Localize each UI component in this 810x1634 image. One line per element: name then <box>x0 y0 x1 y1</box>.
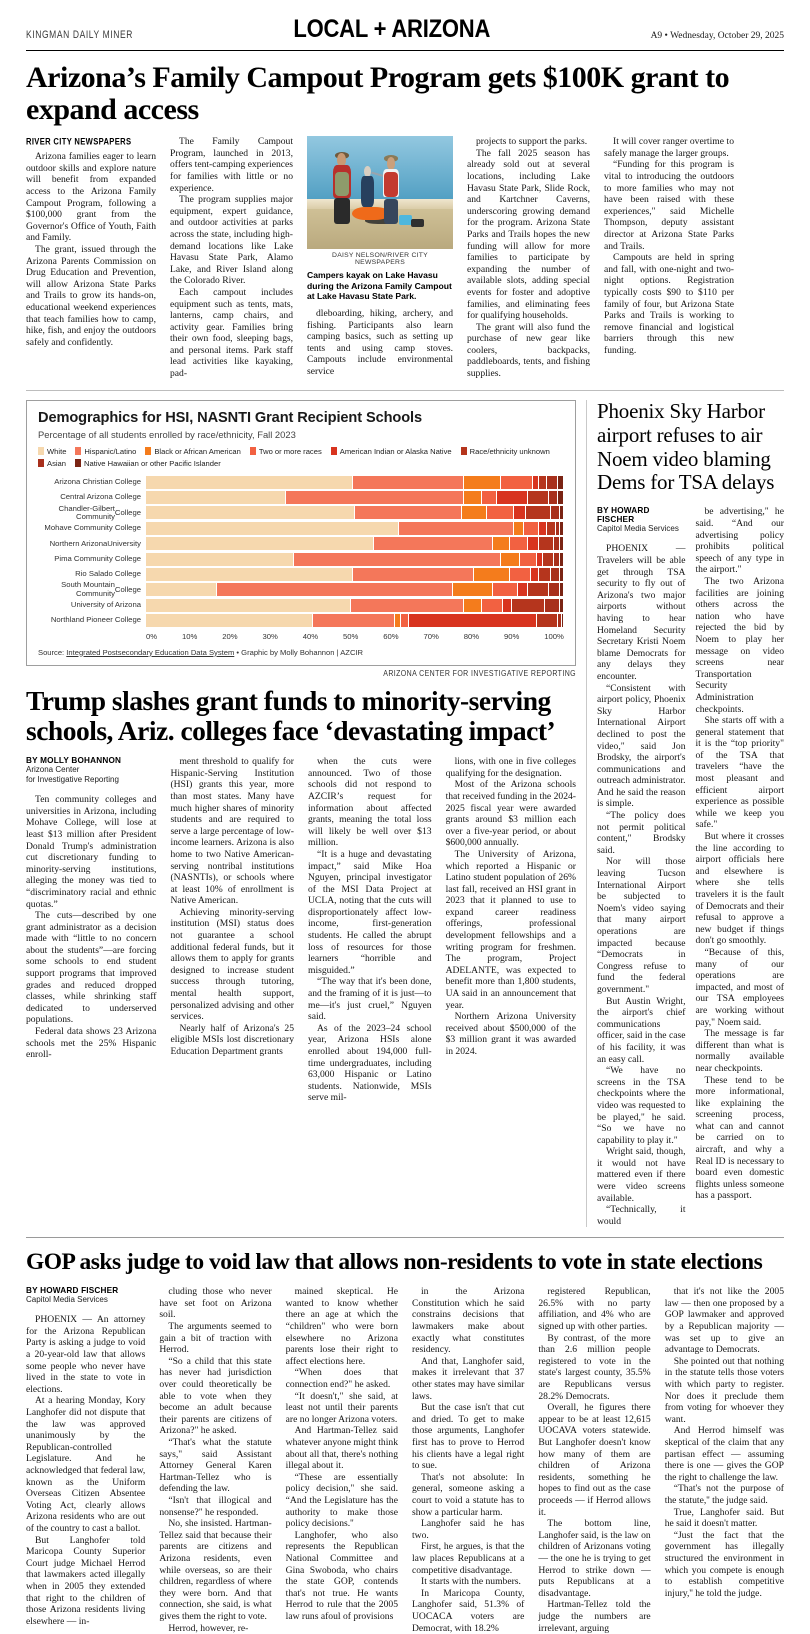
grants-col-3 <box>301 756 439 1104</box>
byline: BY HOWARD FISCHER <box>26 1286 145 1295</box>
grants-headline: Trump slashes grant funds to minority-serving schools, Ariz. colleges face ‘devastating impact’ <box>26 686 576 748</box>
chart-bar-segment <box>464 476 502 489</box>
chart-bar-segment <box>501 476 532 489</box>
chart-bar-row <box>146 599 564 612</box>
paragraph: But Langhofer told Maricopa County Superior Court judge Michael Herrod that lawmakers acted illegally when in 2005 they extended that right to the children of those Arizona residents living elsewhere — in- <box>26 1535 145 1628</box>
campout-kicker: RIVER CITY NEWSPAPERS <box>26 136 156 147</box>
section-divider <box>26 1237 784 1238</box>
legend-swatch <box>331 447 337 455</box>
legend-label: Black or African American <box>154 447 241 456</box>
chart-bar-segment <box>146 614 313 627</box>
chart-bar-segment <box>353 568 474 581</box>
paragraph: The message is far different than what is normally available near checkpoints. <box>696 1028 785 1074</box>
paragraph: “Technically, it would <box>597 1204 686 1227</box>
skyharbor-col-1 <box>597 506 691 1227</box>
chart-title: Demographics for HSI, NASNTI Grant Recipient Schools <box>38 410 564 426</box>
chart-bar-segment <box>503 599 511 612</box>
chart-bar-segment <box>487 506 514 519</box>
paragraph: Each campout includes equipment such as tents, mats, lanterns, camp chairs, and activity gear. Families bring their own food, sleeping bags, and personal items. Park staff lead activities like kayaking, pad- <box>170 287 293 380</box>
chart-category-labels <box>38 476 146 630</box>
chart-bar-segment <box>551 568 559 581</box>
legend-item <box>145 447 241 456</box>
grants-columns <box>26 756 576 1104</box>
paragraph: The grant will also fund the purchase of new gear like coolers, backpacks, paddleboards, tents, and fishing supplies. <box>467 322 590 380</box>
paragraph: Langhofer said he has two. <box>412 1518 524 1541</box>
paragraph: Wright said, though, it would not have mattered even if there were video screens available. <box>597 1146 686 1204</box>
chart-bar-segment <box>493 537 510 550</box>
chart-bar-row <box>146 553 564 566</box>
campout-headline: Arizona’s Family Campout Program gets $100K grant to expand access <box>26 62 784 126</box>
chart-bar-segment <box>146 537 374 550</box>
paragraph: “The way that it's been done, and the framing of it is just—to me—it's just cruel,” Nguyen said. <box>308 976 432 1022</box>
chart-bar-segment <box>524 522 539 535</box>
paragraph: “When does that connection end?" he asked. <box>286 1367 398 1390</box>
chart-bar-row <box>146 537 564 550</box>
paragraph: dleboarding, hiking, archery, and fishing. Participants also learn camping basics, such as setting up tents and using camp stoves. Campouts include environmental service <box>307 308 453 378</box>
legend-swatch <box>75 459 81 467</box>
chart-bar-row <box>146 506 564 519</box>
paragraph: She starts off with a general statement that it is the “top priority" of the TSA that travelers “have the most pleasant and efficient airport experience as possible while we keep you safe." <box>696 715 785 831</box>
chart-bar-segment <box>474 568 510 581</box>
chart-bar-segment <box>482 491 497 504</box>
paragraph: Northern Arizona University received about $500,000 of the $3 million grant it was awarded in 2024. <box>446 1011 576 1057</box>
chart-bar-segment <box>560 537 564 550</box>
paragraph: By contrast, of the more than 2.6 million people registered to vote in the state's largest county, 35.5% are Republicans versus 28.2% Democrats. <box>538 1333 650 1403</box>
campout-col-4 <box>460 136 597 379</box>
legend-label: Hispanic/Latino <box>84 447 136 456</box>
chart-bar-segment <box>543 553 553 566</box>
legend-swatch <box>461 447 467 455</box>
chart-bar-segment <box>547 522 555 535</box>
legend-label: Asian <box>47 459 66 468</box>
chart-bar-segment <box>146 599 351 612</box>
chart-bar-segment <box>493 583 518 596</box>
chart-x-tick: 60% <box>383 632 398 641</box>
gop-col-1 <box>26 1286 152 1634</box>
paragraph: mained skeptical. He wanted to know whether there an age at which the “children" who were born elsewhere no Arizona parents lose their right to affect elections here. <box>286 1286 398 1367</box>
paragraph: “It is a huge and devastating impact,” said Mike Hoa Nguyen, principal investigator of the MSI Data Project at UCLA, noting that the cuts will disproportionately affect low-income, first-generation students. He called the abrupt loss of resources for those learners “horrible and misguided.” <box>308 849 432 977</box>
chart-bar-segment <box>355 506 462 519</box>
chart-bar-segment <box>401 614 409 627</box>
paragraph: It will cover ranger overtime to safely manage the larger groups. <box>604 136 734 159</box>
legend-swatch <box>38 447 44 455</box>
chart-x-tick: 40% <box>303 632 318 641</box>
gop-col-5 <box>531 1286 657 1634</box>
paragraph: The bottom line, Langhofer said, is the law on children of Arizonans voting — the one he is trying to get Herrod to strike down — puts Republicans at a disadvantage. <box>538 1518 650 1599</box>
paragraph: that it's not like the 2005 law — then one proposed by a GOP lawmaker and approved by a Republican majority — was set up to give an advantage to Democrats. <box>665 1286 784 1356</box>
chart-bar-segment <box>286 491 464 504</box>
gop-col-2 <box>152 1286 278 1634</box>
legend-swatch <box>75 447 81 455</box>
grants-col-4 <box>439 756 576 1104</box>
paragraph: “That's not the purpose of the statute,'' the judge said. <box>665 1483 784 1506</box>
chart-category-label: Northland Pioneer College <box>38 614 146 627</box>
chart-subtitle: Percentage of all students enrolled by race/ethnicity, Fall 2023 <box>38 429 564 440</box>
chart-bar-segment <box>560 583 564 596</box>
paragraph: PHOENIX — An attorney for the Arizona Republican Party is asking a judge to void a 20-year-old law that allows some people who never have lived in the state to vote in elections. <box>26 1314 145 1395</box>
chart-x-axis <box>38 632 564 641</box>
chart-bar-segment <box>399 522 514 535</box>
grants-col-2 <box>163 756 301 1104</box>
chart-bar-segment <box>518 583 528 596</box>
chart-bar-segment <box>551 506 559 519</box>
chart-category-label: Central Arizona College <box>38 491 146 504</box>
chart-bar-segment <box>510 568 531 581</box>
paragraph: “We have no screens in the TSA checkpoints where the video was requested to be played," he said. “So we have no capability to play it." <box>597 1065 686 1146</box>
paragraph: First, he argues, is that the law places Republicans at a competitive disadvantage. <box>412 1541 524 1576</box>
paragraph: The Family Campout Program, launched in 2013, offers tent-camping experiences for families with little or no experience. <box>170 136 293 194</box>
byline-org: Capitol Media Services <box>597 524 686 534</box>
chart-bar-segment <box>146 476 353 489</box>
gop-col-4 <box>405 1286 531 1634</box>
chart-bar-row <box>146 614 564 627</box>
byline-org: Capitol Media Services <box>26 1295 145 1305</box>
paragraph: be advertising," he said. “And our advertising policy prohibits political speech of any type in the airport." <box>696 506 785 576</box>
paragraph: The grant, issued through the Arizona Parents Commission on Drug Education and Prevention, will allow Arizona State Parks and Trails to grow its hands-on, educational weekend experiences that teach families how to camp, hike, fish, and enjoy the outdoors safely and confidently. <box>26 244 156 348</box>
chart-bar-segment <box>549 583 559 596</box>
paragraph: But where it crosses the line according to airport officials here and elsewhere is where she tells travelers it is the fault of Democrats and their refusal to approve a new budget if things don't go smoothly. <box>696 831 785 947</box>
chart-bar-segment <box>510 537 529 550</box>
chart-x-tick: 30% <box>262 632 277 641</box>
chart-source-link[interactable]: Integrated Postsecondary Education Data System <box>66 648 234 657</box>
chart-bar-segment <box>501 553 520 566</box>
paragraph: projects to support the parks. <box>467 136 590 148</box>
chart-bar-row <box>146 476 564 489</box>
chart-x-tick: 10% <box>182 632 197 641</box>
legend-item <box>331 447 452 456</box>
skyharbor-columns <box>597 506 784 1227</box>
chart-category-label: South Mountain Community College <box>38 583 146 596</box>
photo-gear-bag <box>411 219 424 227</box>
gop-columns <box>26 1286 784 1634</box>
chart-plot <box>38 476 564 630</box>
paragraph: “So a child that this state has never had jurisdiction over could theoretically be able to vote when they become an adult because their parents are citizens of Arizona?" he asked. <box>159 1356 271 1437</box>
legend-label: American Indian or Alaska Native <box>340 447 452 456</box>
section-divider <box>26 390 784 391</box>
chart-category-label: Northern Arizona University <box>38 537 146 550</box>
legend-item <box>38 459 66 468</box>
masthead-rule <box>26 50 784 51</box>
photo-caption: Campers kayak on Lake Havasu during the Arizona Family Campout at Lake Havasu State Park. <box>307 270 453 302</box>
chart-bar-segment <box>313 614 395 627</box>
paragraph: ment threshold to qualify for Hispanic-Serving Institution (HSI) grants this year, more than most states. Many have much higher shares of minority students and are required to serve a large percentage of low-income learners. Arizona is also home to two Native American-serving nontribal institutions (NASNTIs), or schools where at least 10% of enrollment is Native American. <box>170 756 294 907</box>
paragraph: No, she insisted. Hartman-Tellez said that because their parents are citizens and Arizona residents, even while overseas, so are their children, regardless of where they were born. And that connection, she said, is what gives them the right to vote. <box>159 1518 271 1622</box>
chart-bar-segment <box>512 599 545 612</box>
paragraph: Federal data shows 23 Arizona schools met the 25% Hispanic enroll- <box>26 1026 156 1061</box>
chart-bar-segment <box>539 476 547 489</box>
chart-bar-segment <box>539 537 554 550</box>
chart-x-tick: 70% <box>423 632 438 641</box>
chart-bar-segment <box>549 491 557 504</box>
paragraph: Langhofer, who also represents the Republican National Committee and Gina Swoboda, who chairs the state GOP, contends that's not true. He wants Herrod to rule that the 2005 law runs afoul of provisions <box>286 1530 398 1623</box>
campout-col-1 <box>26 136 163 379</box>
chart-source: Source: Integrated Postsecondary Education Data System • Graphic by Molly Bohannon | AZCIR <box>38 648 564 657</box>
chart-bar-segment <box>351 599 464 612</box>
paragraph: “Isn't that illogical and nonsense?" he responded. <box>159 1495 271 1518</box>
chart-bar-segment <box>482 599 503 612</box>
chart-bar-segment <box>539 522 547 535</box>
paragraph: lions, with one in five colleges qualifying for the designation. <box>446 756 576 779</box>
paragraph: “Just the fact that the government has illegally structured the environment in which you compete is enough to establish competitive injury,'' he told the judge. <box>665 1530 784 1600</box>
chart-bar-segment <box>146 568 353 581</box>
chart-category-label: University of Arizona <box>38 599 146 612</box>
photo-credit: DAISY NELSON/RIVER CITY NEWSPAPERS <box>307 252 453 266</box>
paragraph: In Maricopa County, Langhofer said, 51.3% of UOCACA voters are Democrat, with 18.2% <box>412 1588 524 1634</box>
paragraph: cluding those who never have set foot on Arizona soil. <box>159 1286 271 1321</box>
byline-org-line2: for Investigative Reporting <box>26 775 119 784</box>
chart-bar-segment <box>146 522 399 535</box>
legend-label: White <box>47 447 66 456</box>
chart-bar-segment <box>560 568 564 581</box>
paragraph: At a hearing Monday, Kory Langhofer did not dispute that the law was approved unanimously by the Republican-controlled Legislature. And he acknowledged that federal law, known as the Uniform Overseas Citizen Absentee Voting Act, clearly allows Arizona residents who are out of the country to cast a ballot. <box>26 1395 145 1534</box>
paragraph: “Because of this, many of our operations are impacted, and most of our TSA employees are working without pay," Noem said. <box>696 947 785 1028</box>
chart-bar-segment <box>537 614 558 627</box>
paragraph: Nearly half of Arizona's 25 eligible MSIs lost discretionary Education Department grants <box>170 1023 294 1058</box>
chart-bar-segment <box>497 491 528 504</box>
paragraph: The program supplies major equipment, expert guidance, and outdoor activities at parks across the state, including high-demand locations like Lake Havasu State Park, Alamo Lake, and River Island along the Colorado River. <box>170 194 293 287</box>
chart-category-label: Mohave Community College <box>38 522 146 535</box>
paragraph: in the Arizona Constitution which he said constrains decisions that lawmakers make about exactly what constitutes residency. <box>412 1286 524 1356</box>
chart-legend <box>38 447 564 468</box>
chart-bar-segment <box>558 476 564 489</box>
chart-x-tick: 20% <box>222 632 237 641</box>
legend-swatch <box>38 459 44 467</box>
chart-bar-segment <box>526 506 551 519</box>
campout-col-2 <box>163 136 300 379</box>
chart-bar-segment <box>462 506 487 519</box>
mid-block <box>26 400 784 1228</box>
chart-credit: ARIZONA CENTER FOR INVESTIGATIVE REPORTING <box>26 670 576 678</box>
chart-bar-segment <box>560 553 564 566</box>
paragraph: Arizona families eager to learn outdoor skills and explore nature will benefit from expanded access to the Arizona Family Campout Program, following a $100,000 grant from the Governor's Office of Youth, Faith and Family. <box>26 151 156 244</box>
chart-bar-segment <box>528 537 538 550</box>
paragraph: True, Langhofer said. But he said it doesn't matter. <box>665 1507 784 1530</box>
paragraph: And Hartman-Tellez said whatever anyone might think about all that, there's nothing illegal about it. <box>286 1425 398 1471</box>
chart-bar-segment <box>294 553 501 566</box>
page-number-and-date: A9 • Wednesday, October 29, 2025 <box>651 31 784 44</box>
chart-and-grants <box>26 400 586 1228</box>
chart-bar-segment <box>353 476 464 489</box>
chart-bar-segment <box>528 491 549 504</box>
paragraph: when the cuts were announced. Two of those schools did not respond to AZCIR’s request for information about affected grants, meaning the total loss will likely be well over $13 million. <box>308 756 432 849</box>
paragraph: The two Arizona facilities are joining others across the nation who have rejected the bid by Noem to play her message on video screens near Transportation Security Administration checkpoints. <box>696 576 785 715</box>
legend-label: Native Hawaiian or other Pacific Islander <box>84 459 221 468</box>
campout-columns <box>26 136 784 379</box>
paragraph: “Consistent with airport policy, Phoenix Sky Harbor International Airport declined to post the video," said Jon Brodsky, the airport's communications and outreach administrator. And he said the reason is simple. <box>597 683 686 811</box>
chart-bar-segment <box>520 553 537 566</box>
chart-bar-segment <box>464 491 483 504</box>
chart-bar-segment <box>560 599 564 612</box>
legend-item <box>250 447 322 456</box>
photo-campers-kayak <box>307 136 453 249</box>
chart-x-tick: 0% <box>146 632 157 641</box>
chart-category-label: Chandler-Gilbert Community College <box>38 506 146 519</box>
chart-category-label: Pima Community College <box>38 553 146 566</box>
demographics-chart <box>26 400 576 666</box>
chart-bar-segment <box>146 553 294 566</box>
gop-headline: GOP asks judge to void law that allows non-residents to vote in state elections <box>26 1250 784 1276</box>
paragraph: Most of the Arizona schools that received funding in the 2024-2025 fiscal year were awarded grants around $3 million each over a five-year period, or about $600,000 annually. <box>446 779 576 849</box>
chart-bar-segment <box>560 522 564 535</box>
byline-org-line1: Arizona Center <box>26 765 79 774</box>
chart-x-tick: 100% <box>544 632 564 641</box>
chart-bar-row <box>146 522 564 535</box>
chart-x-tick: 90% <box>504 632 519 641</box>
paragraph: But the case isn't that cut and dried. To get to make those arguments, Langhofer first has to prove to Herrod his clients have a legal right to sue. <box>412 1402 524 1472</box>
section-title: LOCAL + ARIZONA <box>293 14 490 44</box>
chart-bar-segment <box>539 568 552 581</box>
legend-item <box>75 447 136 456</box>
chart-bar-segment <box>409 614 536 627</box>
paragraph: It starts with the numbers. <box>412 1576 524 1588</box>
legend-swatch <box>250 447 256 455</box>
chart-bar-segment <box>146 491 286 504</box>
campout-photo <box>307 136 453 249</box>
chart-x-tick: 50% <box>343 632 358 641</box>
paragraph: And that, Langhofer said, makes it irrelevant that 37 other states may have similar laws. <box>412 1356 524 1402</box>
paragraph: “That's what the statute says," said Assistant Attorney General Karen Hartman-Tellez who is defending the law. <box>159 1437 271 1495</box>
byline: BY HOWARD FISCHER <box>597 506 686 524</box>
paragraph: The arguments seemed to gain a bit of traction with Herrod. <box>159 1321 271 1356</box>
chart-bar-segment <box>560 506 564 519</box>
paragraph: The University of Arizona, which reported a Hispanic or Latino student population of 26% last fall, received an HSI grant in 2023 that it planned to use to expand career readiness offerings, professional development fellowships and a writing program for freshmen. The program, Project ADELANTE, was expected to benefit more than 1,800 students, UA said in an announcement that year. <box>446 849 576 1011</box>
masthead <box>26 18 784 47</box>
paragraph: registered Republican, 26.5% with no party affiliation, and 4% who are signed up with other parties. <box>538 1286 650 1332</box>
chart-bar-row <box>146 491 564 504</box>
gop-col-3 <box>279 1286 405 1634</box>
byline-org <box>26 765 156 785</box>
paragraph: The fall 2025 season has already sold out at several locations, including Lake Havasu State Park, Slide Rock, and Kartchner Caverns, underscoring growing demand for the program. Arizona State Parks and Trails hopes the new funding will allow for more families to participate by expanding the number of available slots, adding special events for foster and adoptive families, and eliminating fees for qualifying households. <box>467 148 590 322</box>
campout-col-3 <box>300 136 460 379</box>
chart-bar-segment <box>146 506 355 519</box>
skyharbor-rail <box>586 400 784 1228</box>
paragraph: Ten community colleges and universities in Arizona, including Mohave College, will lose at least $13 million after President Donald Trump's administration cut discretionary funding to minority-serving institutions, alleging the money was tied to “discriminatory racial and ethnic quotas.” <box>26 794 156 910</box>
paragraph: Overall, he figures there appear to be at least 12,615 UOCAVA voters statewide. But Langhofer doesn't know how many of them are children of Arizona residents, something he hopes to find out as the case proceeds — if Herrod allows it. <box>538 1402 650 1518</box>
legend-item <box>461 447 550 456</box>
skyharbor-col-2 <box>691 506 785 1227</box>
byline: BY MOLLY BOHANNON <box>26 756 156 765</box>
publication-name: KINGMAN DAILY MINER <box>26 28 133 44</box>
chart-bars <box>146 476 564 630</box>
paragraph: But Austin Wright, the airport's chief communications officer, said in the case of his facility, it was an easy call. <box>597 996 686 1066</box>
legend-item <box>38 447 66 456</box>
legend-label: Race/ethnicity unknown <box>470 447 550 456</box>
paragraph: Achieving minority-serving institution (MSI) status does not guarantee a school additional federal funds, but it allows them to apply for grants designed to increase student success through tutoring, mental health support, personalized advising and other services. <box>170 907 294 1023</box>
legend-label: Two or more races <box>259 447 322 456</box>
grants-col-1 <box>26 756 163 1104</box>
chart-bar-segment <box>146 583 217 596</box>
chart-bar-segment <box>453 583 493 596</box>
chart-bar-segment <box>562 614 564 627</box>
campout-col-5 <box>597 136 734 379</box>
chart-bar-segment <box>545 599 560 612</box>
paragraph: “The policy does not permit political content," Brodsky said. <box>597 810 686 856</box>
chart-bar-segment <box>528 583 549 596</box>
photo-person-left <box>330 150 353 236</box>
skyharbor-headline: Phoenix Sky Harbor airport refuses to air Noem video blaming Dems for TSA delays <box>597 400 784 496</box>
paragraph: The cuts—described by one grant administrator as a decision made with “little to no concern about the students”—are forcing some schools to end student support programs that improved grades and reduced dropped classes, while shrinking staff dedicated to underserved populations. <box>26 910 156 1026</box>
paragraph: Campouts are held in spring and fall, with one-night and two-night options. Registration typically costs $90 to $110 per family of four, but Arizona State Parks and Trails is working to remove financial and logistical barriers through this new funding. <box>604 252 734 356</box>
chart-category-label: Rio Salado College <box>38 568 146 581</box>
legend-item <box>75 459 221 468</box>
chart-bar-row <box>146 583 564 596</box>
chart-x-tick: 80% <box>464 632 479 641</box>
paragraph: As of the 2023–24 school year, Arizona HSIs alone enrolled about 194,000 full-time undergraduates, including 63,000 Hispanic or Latino students. Nationwide, MSIs serve mil- <box>308 1023 432 1104</box>
legend-swatch <box>145 447 151 455</box>
paragraph: PHOENIX — Travelers will be able get through TSA security to fly out of Arizona's two major airports without having to hear Homeland Security Secretary Kristi Noem blame Democrats for any delays they encounter. <box>597 543 686 682</box>
paragraph: Nor will those leaving Tucson International Airport be subjected to Noem's video saying that many airport operations are impacted because “Democrats in Congress refuse to fund the federal government." <box>597 856 686 995</box>
paragraph: Hartman-Tellez told the judge the numbers are irrelevant, arguing <box>538 1599 650 1634</box>
paragraph: And Herrod himself was skeptical of the claim that any partisan effect — assuming there is one — gives the GOP the right to challenge the law. <box>665 1425 784 1483</box>
chart-bar-segment <box>514 522 524 535</box>
chart-bar-segment <box>558 491 564 504</box>
chart-bar-segment <box>464 599 483 612</box>
chart-bar-segment <box>217 583 453 596</box>
paragraph: “It doesn't," she said, at least not until their parents are no longer Arizona voters. <box>286 1391 398 1426</box>
chart-x-ticks <box>146 632 564 641</box>
chart-bar-segment <box>514 506 527 519</box>
gop-col-6 <box>658 1286 784 1634</box>
paragraph: That's not absolute: In general, someone asking a court to void a statute has to show a particular harm. <box>412 1472 524 1518</box>
chart-bar-segment <box>547 476 557 489</box>
chart-bar-segment <box>374 537 493 550</box>
paragraph: These tend to be more informational, like explaining the screening process, what can and cannot be carried on to aircraft, and why a Real ID is necessary to board even domestic flights unless someone has a passport. <box>696 1075 785 1203</box>
paragraph: Herrod, however, re- <box>159 1623 271 1634</box>
chart-bar-segment <box>531 568 539 581</box>
paragraph: She pointed out that nothing in the statute tells those voters with which party to register. Nor does it preclude them from voting for whoever they want. <box>665 1356 784 1426</box>
paragraph: “These are essentially policy decision,'' she said. “And the Legislature has the authority to make those policy decisions.'' <box>286 1472 398 1530</box>
chart-bar-row <box>146 568 564 581</box>
paragraph: “Funding for this program is vital to introducing the outdoors to more families who may not have been raised with these experiences," said Michelle Thompson, deputy assistant director at Arizona State Parks and Trails. <box>604 159 734 252</box>
chart-category-label: Arizona Christian College <box>38 476 146 489</box>
